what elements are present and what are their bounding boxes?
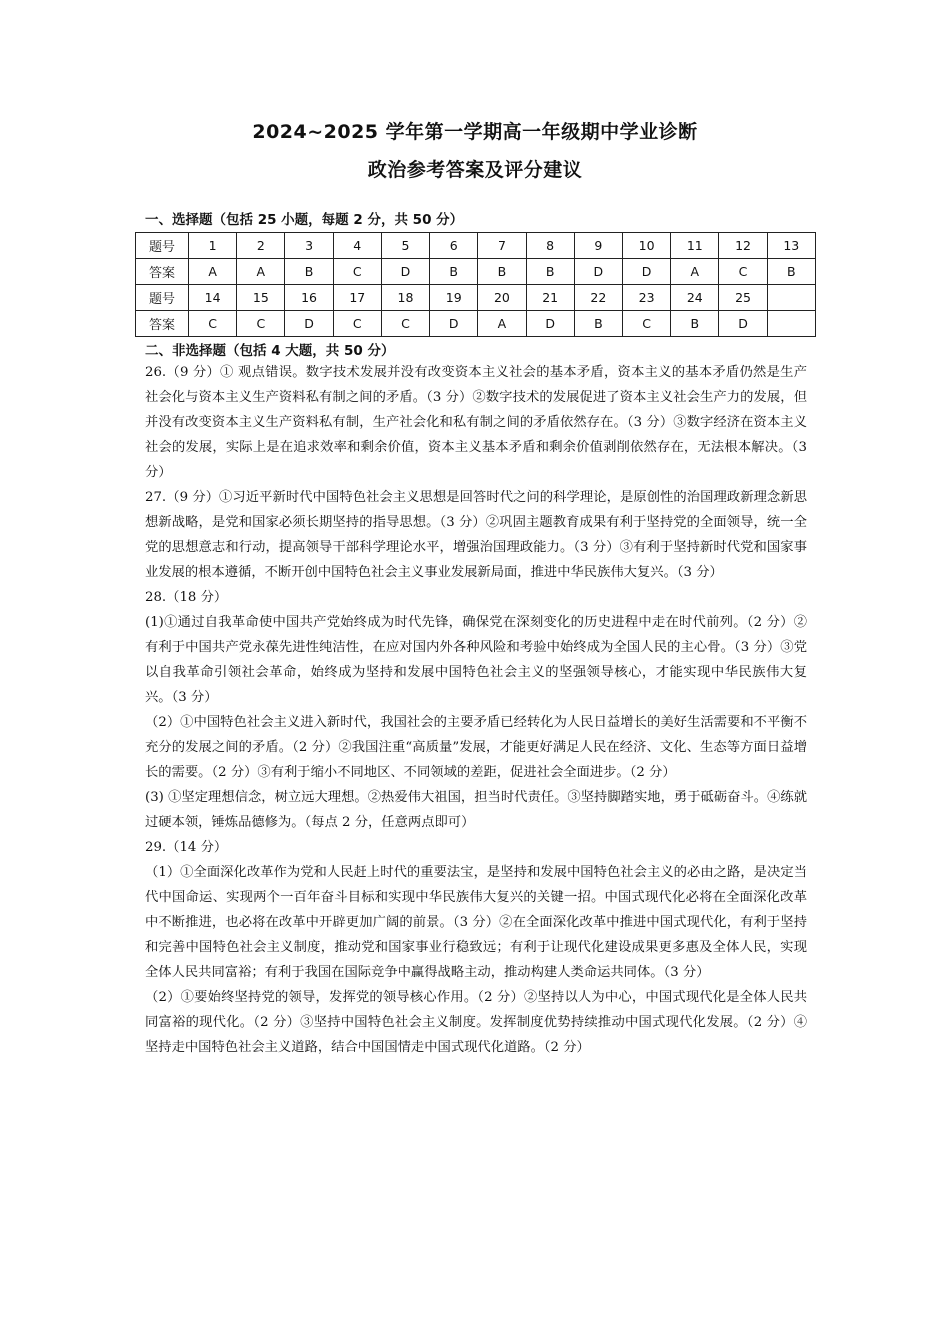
document-title: 2024~2025 学年第一学期高一年级期中学业诊断: [252, 121, 698, 143]
answer-cell: D: [622, 259, 670, 285]
table-row-question: [136, 233, 816, 259]
answer-cell: A: [189, 259, 237, 285]
question-cell: 1: [189, 233, 237, 259]
answer-cell: C: [333, 259, 381, 285]
answer-cell: D: [719, 311, 767, 337]
answer-row-label: 答案: [136, 259, 189, 285]
table-row-question: [136, 285, 816, 311]
answer-paragraph: 29.（14 分）: [145, 840, 228, 855]
answer-cell: C: [237, 311, 285, 337]
answer-cell: C: [333, 311, 381, 337]
answer-row-label: 答案: [136, 311, 189, 337]
section-heading-choice: 一、选择题（包括 25 小题，每题 2 分，共 50 分）: [145, 212, 464, 228]
answer-paragraph: 27.（9 分）①习近平新时代中国特色社会主义思想是回答时代之问的科学理论，是原创性的治国理政新理念新思想新战略，是党和国家必须长期坚持的指导思想。（3 分）②巩固主题教育成果有利于坚持党的全面领导，统一全党的思想意志和行动，提高领导干部科学理论水平，增强治国理政能力。（3 分）③有利于坚持新时代党和国家事业发展的根本遵循，不断开创中国特色社会主义事业发展新局面，推进中华民族伟大复兴。（3 分）: [145, 490, 807, 580]
question-cell: 21: [526, 285, 574, 311]
section-heading-nonchoice: 二、非选择题（包括 4 大题，共 50 分）: [145, 343, 395, 359]
answer-paragraph: （1）①全面深化改革作为党和人民赶上时代的重要法宝，是坚持和发展中国特色社会主义的必由之路，是决定当代中国命运、实现两个一百年奋斗目标和实现中华民族伟大复兴的关键一招。中国式现代化必将在全面深化改革中不断推进，也必将在改革中开辟更加广阔的前景。（3 分）②在全面深化改革中推进中国式现代化，有利于坚持和完善中国特色社会主义制度，推动党和国家事业行稳致远；有利于让现代化建设成果更多惠及全体人民，实现全体人民共同富裕；有利于我国在国际竞争中赢得战略主动，推动构建人类命运共同体。（3 分）: [145, 865, 807, 980]
question-cell: 2: [237, 233, 285, 259]
answer-cell: B: [430, 259, 478, 285]
answer-cell: B: [671, 311, 719, 337]
question-cell: 10: [622, 233, 670, 259]
question-row-label: 题号: [136, 285, 189, 311]
question-cell: 18: [381, 285, 429, 311]
question-cell: 5: [381, 233, 429, 259]
answer-cell: C: [189, 311, 237, 337]
table-row-answer: [136, 259, 816, 285]
question-cell: 9: [574, 233, 622, 259]
answer-cell: B: [478, 259, 526, 285]
answer-cell: B: [574, 311, 622, 337]
answers-body: [145, 360, 807, 1060]
question-cell: 17: [333, 285, 381, 311]
answer-paragraph: （2）①要始终坚持党的领导，发挥党的领导核心作用。（2 分）②坚持以人为中心，中国式现代化是全体人民共同富裕的现代化。（2 分）③坚持中国特色社会主义制度。发挥制度优势持续推动中国式现代化发展。（2 分）④坚持走中国特色社会主义道路，结合中国国情走中国式现代化道路。（2 分）: [145, 990, 807, 1055]
answer-cell: [767, 311, 815, 337]
answer-cell: C: [381, 311, 429, 337]
document-subtitle: 政治参考答案及评分建议: [367, 159, 583, 181]
question-cell: 6: [430, 233, 478, 259]
answer-cell: A: [478, 311, 526, 337]
answer-paragraph: (1)①通过自我革命使中国共产党始终成为时代先锋，确保党在深刻变化的历史进程中走在时代前列。（2 分）②有利于中国共产党永葆先进性纯洁性，在应对国内外各种风险和考验中始终成为全国人民的主心骨。（3 分）③党以自我革命引领社会革命，始终成为坚持和发展中国特色社会主义的坚强领导核心，才能实现中华民族伟大复兴。（3 分）: [145, 615, 807, 705]
question-cell: 20: [478, 285, 526, 311]
question-cell: 22: [574, 285, 622, 311]
answer-paragraph: 26.（9 分）① 观点错误。数字技术发展并没有改变资本主义社会的基本矛盾，资本主义的基本矛盾仍然是生产社会化与资本主义生产资料私有制之间的矛盾。（3 分）②数字技术的发展促进了资本主义社会生产力的发展，但并没有改变资本主义生产资料私有制，生产社会化和私有制之间的矛盾依然存在。（3 分）③数字经济在资本主义社会的发展，实际上是在追求效率和剩余价值，资本主义基本矛盾和剩余价值剥削依然存在，无法根本解决。（3 分）: [145, 365, 807, 480]
answer-cell: A: [671, 259, 719, 285]
question-cell: 19: [430, 285, 478, 311]
answer-cell: D: [574, 259, 622, 285]
question-cell: 11: [671, 233, 719, 259]
question-cell: 7: [478, 233, 526, 259]
question-cell: 14: [189, 285, 237, 311]
question-cell: 16: [285, 285, 333, 311]
answer-cell: C: [622, 311, 670, 337]
answer-cell: D: [285, 311, 333, 337]
question-cell: 3: [285, 233, 333, 259]
question-cell: [767, 285, 815, 311]
answer-table: [135, 232, 816, 337]
question-cell: 4: [333, 233, 381, 259]
answer-cell: B: [526, 259, 574, 285]
question-cell: 23: [622, 285, 670, 311]
answer-paragraph: 28.（18 分）: [145, 590, 228, 605]
answer-paragraph: (3) ①坚定理想信念，树立远大理想。②热爱伟大祖国，担当时代责任。③坚持脚踏实地，勇于砥砺奋斗。④练就过硬本领，锤炼品德修为。（每点 2 分，任意两点即可）: [145, 790, 807, 830]
table-row-answer: [136, 311, 816, 337]
answer-cell: A: [237, 259, 285, 285]
question-row-label: 题号: [136, 233, 189, 259]
answer-cell: D: [430, 311, 478, 337]
question-cell: 24: [671, 285, 719, 311]
question-cell: 8: [526, 233, 574, 259]
question-cell: 13: [767, 233, 815, 259]
question-cell: 15: [237, 285, 285, 311]
answer-cell: D: [381, 259, 429, 285]
answer-cell: D: [526, 311, 574, 337]
answer-cell: B: [767, 259, 815, 285]
answer-cell: C: [719, 259, 767, 285]
question-cell: 25: [719, 285, 767, 311]
answer-paragraph: （2）①中国特色社会主义进入新时代，我国社会的主要矛盾已经转化为人民日益增长的美好生活需要和不平衡不充分的发展之间的矛盾。（2 分）②我国注重“高质量”发展，才能更好满足人民在经济、文化、生态等方面日益增长的需要。（2 分）③有利于缩小不同地区、不同领域的差距，促进社会全面进步。（2 分）: [145, 715, 807, 780]
answer-cell: B: [285, 259, 333, 285]
question-cell: 12: [719, 233, 767, 259]
